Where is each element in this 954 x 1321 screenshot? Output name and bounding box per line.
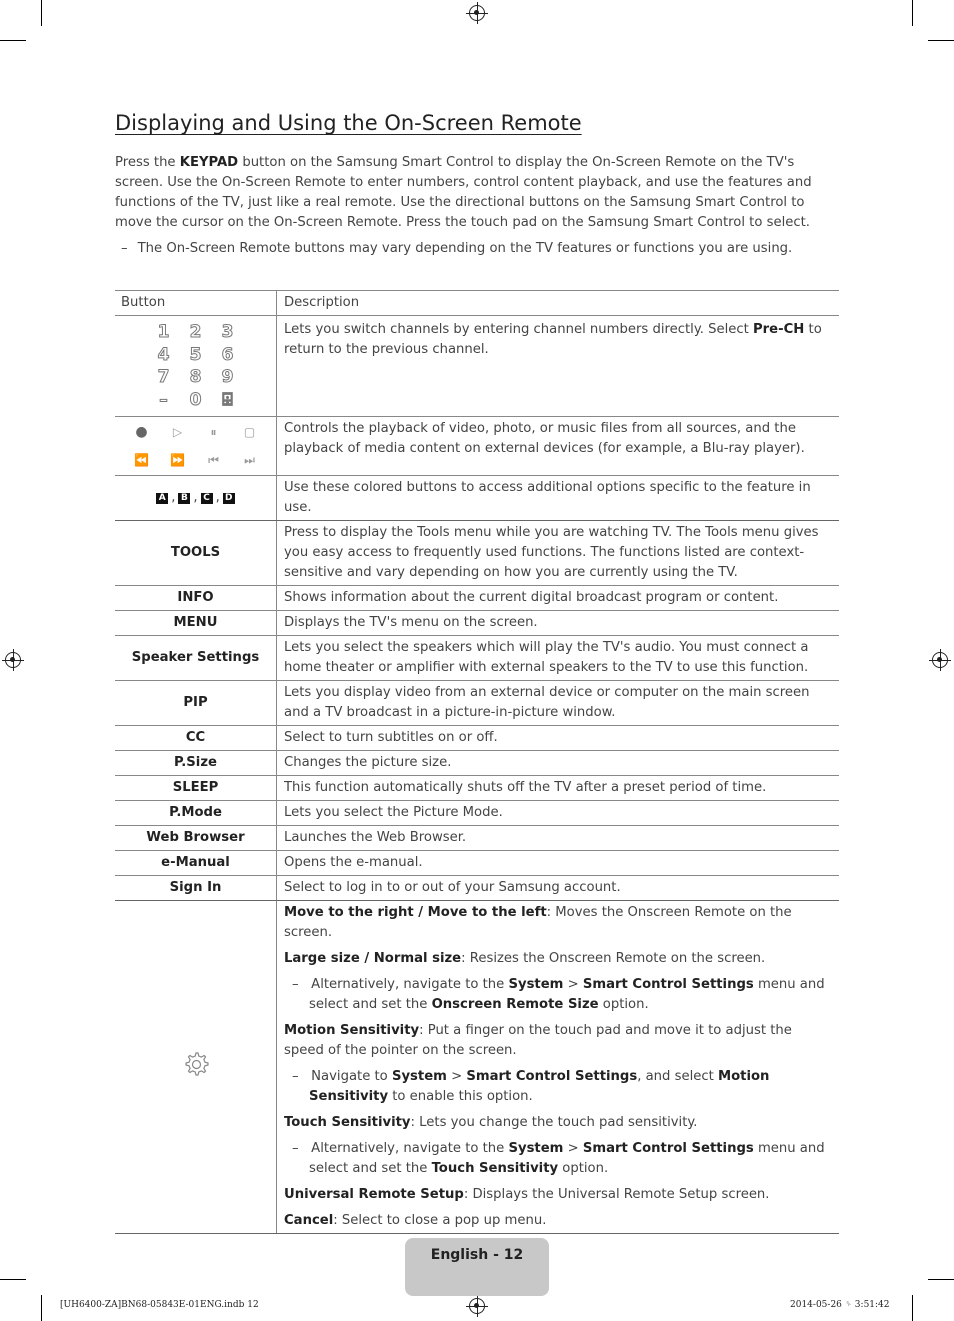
separator: , [193, 490, 198, 505]
note-text: The On-Screen Remote buttons may vary depending on the TV features or functions you are using. [137, 241, 793, 256]
table-row [115, 476, 839, 521]
stop-icon: ▢ [243, 425, 256, 439]
table-row [115, 801, 839, 826]
page-number-tab [405, 1238, 549, 1296]
table-row [115, 636, 839, 681]
desc-text: to enable this option. [388, 1089, 533, 1104]
term: Touch Sensitivity [284, 1115, 411, 1130]
size-note: – Alternatively, navigate to the System > Smart Control Settings menu and select and set the Onscreen Remote Size option. [292, 977, 825, 1012]
record-icon: ● [135, 424, 148, 440]
move-item [284, 903, 832, 943]
pause-icon: ⏸ [210, 425, 217, 439]
number-key-icon: 4 [157, 344, 170, 365]
button-name: CC [115, 726, 277, 751]
table-row [115, 316, 839, 417]
cancel-item [284, 1211, 832, 1231]
crop-mark [41, 0, 42, 26]
simple-rows [115, 521, 839, 901]
button-name: P.Size [115, 751, 277, 776]
desc-text: : Moves the Onscreen Remote on the screen. [284, 905, 792, 940]
term: Motion Sensitivity [284, 1023, 420, 1038]
playback-grid [121, 425, 270, 467]
row-description: Shows information about the current digital broadcast program or content. [277, 586, 840, 611]
next-icon: ⏭ [244, 453, 255, 467]
term: Large size / Normal size [284, 951, 462, 966]
note-dash: – [121, 241, 128, 256]
intro-text: Press the [115, 155, 180, 170]
term: Smart Control Settings [582, 1141, 754, 1156]
term: Touch Sensitivity [431, 1161, 559, 1176]
number-key-icon: 6 [221, 344, 234, 365]
row-description: This function automatically shuts off the TV after a preset period of time. [277, 776, 840, 801]
crop-mark [928, 40, 954, 41]
motion-note: – Navigate to System > Smart Control Settings, and select Motion Sensitivity to enable this option. [292, 1069, 770, 1104]
desc-text: option. [558, 1161, 609, 1176]
row-description: Launches the Web Browser. [277, 826, 840, 851]
desc-text: Lets you switch channels by entering channel numbers directly. Select [284, 322, 754, 337]
intro-text: button on the Samsung Smart Control to display the On-Screen Remote on the TV's screen. Use the On-Screen Remote to enter numbers, control content playback, and use the features and functions of the TV, just like a real remote. Use the directional buttons on the Samsung Smart Control to move the cursor on the On-Screen Remote. Press the touch pad on the Samsung Smart Control to select. [115, 155, 812, 230]
size-item [284, 949, 832, 969]
number-key-icon: 7 [157, 367, 170, 387]
desc-text: Alternatively, navigate to the [311, 1141, 509, 1156]
number-keypad [121, 321, 270, 411]
button-name: SLEEP [115, 776, 277, 801]
universal-item [284, 1185, 832, 1205]
table-row [115, 776, 839, 801]
registration-mark-icon [469, 5, 485, 21]
color-button-icon: B [178, 493, 190, 504]
desc-text: : Lets you change the touch pad sensitivity. [410, 1115, 698, 1130]
desc-text: : Put a finger on the touch pad and move it to adjust the speed of the pointer on the screen. [284, 1023, 792, 1058]
crop-mark [41, 1295, 42, 1321]
number-key-icon: 1 [157, 322, 170, 342]
table-row [115, 851, 839, 876]
term: System [508, 1141, 564, 1156]
button-table [115, 290, 839, 1234]
desc-text: : Displays the Universal Remote Setup screen. [463, 1187, 770, 1202]
page-title: Displaying and Using the On-Screen Remote [115, 111, 582, 135]
row-description: Select to log in to or out of your Samsung account. [277, 876, 840, 901]
keypad-label: KEYPAD [179, 155, 239, 170]
number-buttons [115, 316, 277, 417]
table-row [115, 586, 839, 611]
color-button-group [121, 488, 270, 508]
desc-text: : Resizes the Onscreen Remote on the screen. [461, 951, 766, 966]
pre-ch-label: Pre-CH [753, 322, 805, 337]
button-name: e-Manual [115, 851, 277, 876]
motion-item [284, 1021, 832, 1061]
button-name: P.Mode [115, 801, 277, 826]
number-key-icon: 0 [189, 389, 202, 410]
note [121, 239, 833, 259]
row-description [277, 316, 840, 417]
number-key-icon: 5 [189, 344, 202, 365]
table-row [115, 417, 839, 476]
button-name: Speaker Settings [115, 636, 277, 681]
row-description: Lets you select the Picture Mode. [277, 801, 840, 826]
registration-mark-icon [5, 652, 21, 668]
page-number: English - 12 [430, 1247, 524, 1263]
button-name: Web Browser [115, 826, 277, 851]
playback-buttons [115, 417, 277, 476]
gear-icon [183, 1051, 209, 1077]
term: System [391, 1069, 447, 1084]
touch-note: – Alternatively, navigate to the System > Smart Control Settings menu and select and set the Touch Sensitivity option. [292, 1141, 825, 1176]
term: Smart Control Settings [582, 977, 754, 992]
play-icon: ▷ [172, 425, 183, 439]
crop-mark [928, 1279, 954, 1280]
term: Smart Control Settings [466, 1069, 638, 1084]
table-row [115, 876, 839, 901]
table-row [115, 521, 839, 586]
table-row [115, 611, 839, 636]
registration-mark-icon [932, 652, 948, 668]
button-name: PIP [115, 681, 277, 726]
previous-icon: ⏮ [208, 453, 219, 467]
table-row [115, 726, 839, 751]
touch-item [284, 1113, 832, 1133]
button-name: TOOLS [115, 521, 277, 586]
number-key-icon: 3 [221, 322, 234, 342]
row-description: Select to turn subtitles on or off. [277, 726, 840, 751]
table-header-row [115, 291, 839, 316]
header-button: Button [115, 291, 277, 316]
color-buttons [115, 476, 277, 521]
settings-description [277, 901, 840, 1234]
row-description: Opens the e-manual. [277, 851, 840, 876]
desc-text: Navigate to [311, 1069, 392, 1084]
settings-button-cell [115, 901, 277, 1234]
crop-mark [912, 0, 913, 26]
desc-text: option. [598, 997, 649, 1012]
number-key-icon: 9 [221, 367, 234, 387]
table-row [115, 681, 839, 726]
separator: , [215, 490, 220, 505]
table-row [115, 826, 839, 851]
term: Cancel [284, 1213, 334, 1228]
number-key-icon: ⌹ [222, 389, 233, 410]
number-key-icon: 8 [189, 367, 202, 387]
table-row [115, 751, 839, 776]
button-name: Sign In [115, 876, 277, 901]
row-description: Changes the picture size. [277, 751, 840, 776]
fast-forward-icon: ⏩ [170, 453, 185, 467]
desc-text: , and select [637, 1069, 718, 1084]
print-file-info: [UH6400-ZA]BN68-05843E-01ENG.indb 12 [60, 1300, 259, 1310]
row-description: Press to display the Tools menu while you are watching TV. The Tools menu gives you easy access to frequently used functions. The functions listed are context-sensitive and vary depending on how you are currently using the TV. [277, 521, 840, 586]
row-description: Lets you select the speakers which will play the TV's audio. You must connect a home theater or amplifier with external speakers to the TV to use this function. [277, 636, 840, 681]
number-key-icon: – [159, 389, 168, 410]
row-description: Use these colored buttons to access additional options specific to the feature in use. [277, 476, 840, 521]
color-button-icon: D [223, 493, 235, 504]
color-button-icon: A [156, 493, 168, 504]
color-button-icon: C [201, 493, 213, 504]
desc-text: to return to the previous channel. [284, 322, 822, 357]
desc-text: : Select to close a pop up menu. [333, 1213, 547, 1228]
button-name: INFO [115, 586, 277, 611]
crop-mark [0, 40, 26, 41]
term: Move to the right / Move to the left [284, 905, 547, 920]
button-name: MENU [115, 611, 277, 636]
table-row [115, 901, 839, 1234]
separator: , [171, 490, 176, 505]
row-description: Displays the TV's menu on the screen. [277, 611, 840, 636]
print-date-info: 2014-05-26 ␠ 3:51:42 [790, 1300, 890, 1310]
desc-text: Alternatively, navigate to the [311, 977, 509, 992]
crop-mark [0, 1279, 26, 1280]
crop-mark [912, 1295, 913, 1321]
registration-mark-icon [469, 1298, 485, 1314]
desc-text: menu and select and set the [309, 977, 825, 1012]
number-key-icon: 2 [189, 322, 202, 342]
term: Universal Remote Setup [284, 1187, 464, 1202]
term: System [508, 977, 564, 992]
desc-text: menu and select and set the [309, 1141, 825, 1176]
intro-paragraph [115, 153, 835, 233]
header-description: Description [277, 291, 840, 316]
row-description: Controls the playback of video, photo, or music files from all sources, and the playback of media content on external devices (for example, a Blu-ray player). [277, 417, 840, 476]
row-description: Lets you display video from an external device or computer on the main screen and a TV broadcast in a picture-in-picture window. [277, 681, 840, 726]
term: Motion Sensitivity [309, 1069, 770, 1104]
term: Onscreen Remote Size [431, 997, 599, 1012]
rewind-icon: ⏪ [134, 453, 149, 467]
